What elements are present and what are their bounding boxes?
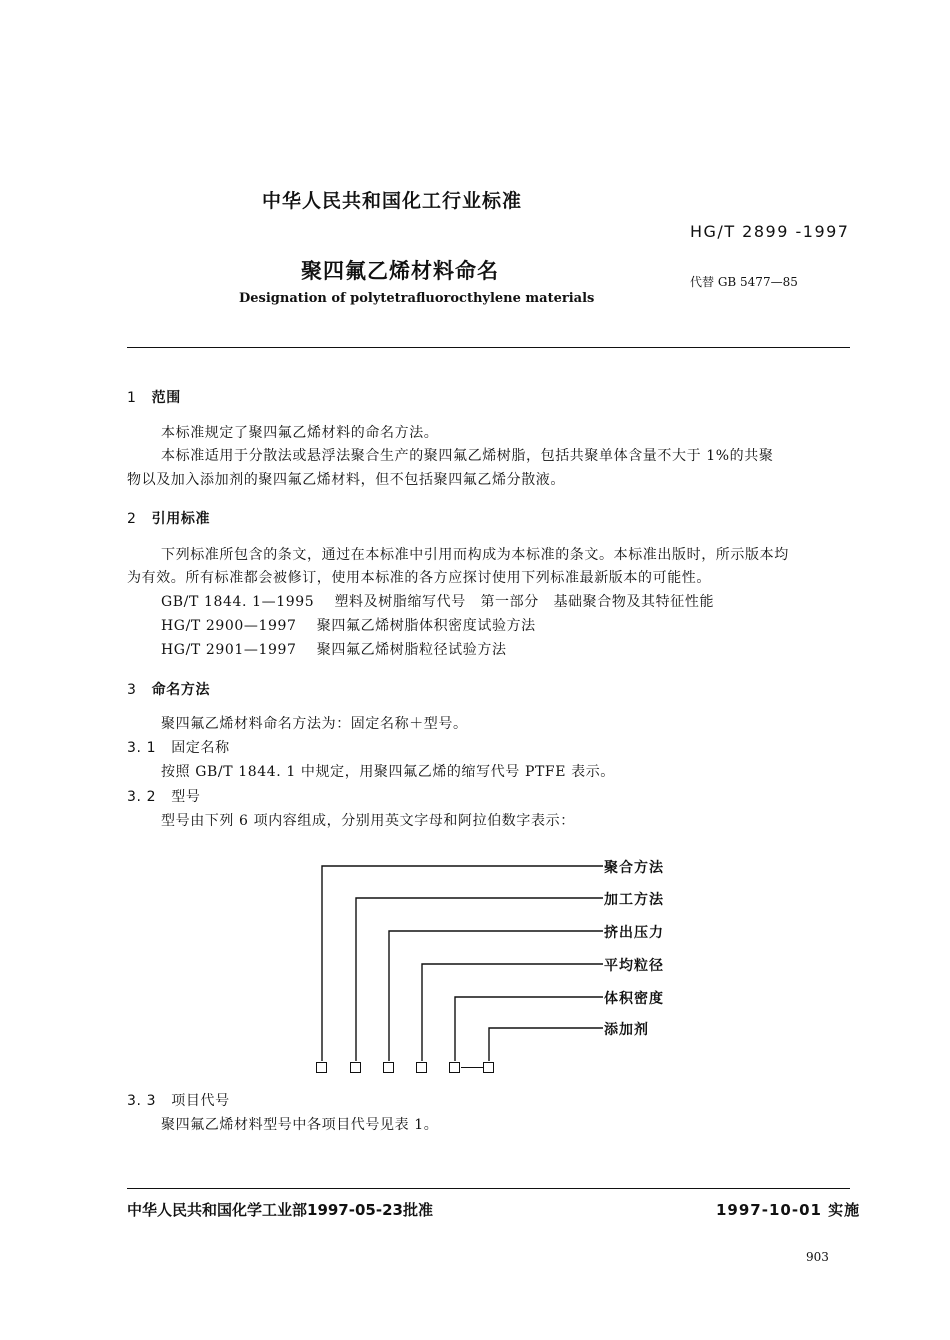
replaces-standard: 代替 GB 5477—85 (690, 275, 798, 289)
designation-box-6 (483, 1062, 494, 1073)
diagram-label-additive: 添加剂 (604, 1022, 649, 1038)
reference-name: 聚四氟乙烯树脂体积密度试验方法 (316, 618, 536, 634)
diagram-label-polymerization: 聚合方法 (604, 860, 664, 876)
section-3-1-number: 3. 1 (127, 740, 157, 756)
section-1-para-1: 本标准规定了聚四氟乙烯材料的命名方法。 (161, 425, 439, 441)
section-3-3-text: 聚四氟乙烯材料型号中各项目代号见表 1。 (161, 1117, 439, 1133)
reference-name: 塑料及树脂缩写代号 第一部分 基础聚合物及其特征性能 (334, 594, 715, 610)
page-number: 903 (806, 1250, 829, 1264)
section-2-para-1a: 下列标准所包含的条文，通过在本标准中引用而构成为本标准的条文。本标准出版时，所示版本均 (161, 547, 789, 563)
standard-number: HG/T 2899 -1997 (690, 222, 850, 241)
section-1-title: 范围 (151, 390, 181, 406)
reference-name: 聚四氟乙烯树脂粒径试验方法 (316, 642, 507, 658)
diagram-leader-2 (356, 898, 603, 1061)
reference-code: HG/T 2901—1997 (161, 642, 297, 658)
diagram-leader-6 (489, 1028, 603, 1061)
diagram-label-processing: 加工方法 (604, 892, 664, 908)
section-2-para-1b: 为有效。所有标准都会被修订，使用本标准的各方应探讨使用下列标准最新版本的可能性。 (127, 570, 711, 586)
section-3-3-number: 3. 3 (127, 1093, 157, 1109)
section-3-3-heading (127, 1090, 230, 1110)
section-3-3-title: 项目代号 (171, 1093, 230, 1109)
section-3-title: 命名方法 (151, 682, 211, 698)
section-3-1-text: 按照 GB/T 1844. 1 中规定，用聚四氟乙烯的缩写代号 PTFE 表示。 (161, 764, 615, 780)
designation-box-3 (383, 1062, 394, 1073)
document-title-cn: 聚四氟乙烯材料命名 (301, 259, 499, 283)
diagram-leader-4 (422, 964, 603, 1061)
designation-box-1 (316, 1062, 327, 1073)
diagram-label-extrusion-pressure: 挤出压力 (604, 925, 664, 941)
diagram-leader-3 (389, 931, 603, 1061)
document-title-en: Designation of polytetrafluorocthylene materials (239, 291, 595, 306)
diagram-label-bulk-density: 体积密度 (604, 991, 664, 1007)
effective-date: 1997-10-01 实施 (716, 1201, 861, 1219)
designation-box-4 (416, 1062, 427, 1073)
section-2-number: 2 (127, 511, 137, 527)
reference-code: HG/T 2900—1997 (161, 618, 297, 634)
designation-dash (461, 1067, 483, 1068)
section-3-2-text: 型号由下列 6 项内容组成，分别用英文字母和阿拉伯数字表示： (161, 813, 575, 829)
section-3-para-1: 聚四氟乙烯材料命名方法为：固定名称＋型号。 (161, 716, 468, 732)
approval-statement: 中华人民共和国化学工业部1997-05-23批准 (127, 1201, 433, 1219)
designation-box-5 (449, 1062, 460, 1073)
section-3-2-title: 型号 (171, 789, 201, 805)
section-1-para-2b: 物以及加入添加剂的聚四氟乙烯材料，但不包括聚四氟乙烯分散液。 (127, 472, 565, 488)
footer-rule (127, 1188, 850, 1189)
industry-standard-title: 中华人民共和国化工行业标准 (262, 190, 523, 212)
section-3-2-number: 3. 2 (127, 789, 157, 805)
reference-code: GB/T 1844. 1—1995 (161, 594, 315, 610)
section-1-para-2a: 本标准适用于分散法或悬浮法聚合生产的聚四氟乙烯树脂，包括共聚单体含量不大于 1%的共聚 (161, 448, 774, 464)
diagram-leader-5 (455, 997, 603, 1061)
designation-box-2 (350, 1062, 361, 1073)
section-3-number: 3 (127, 682, 137, 698)
section-1-number: 1 (127, 390, 137, 406)
section-3-1-title: 固定名称 (171, 740, 230, 756)
section-2-title: 引用标准 (151, 511, 211, 527)
diagram-label-particle-size: 平均粒径 (604, 958, 664, 974)
